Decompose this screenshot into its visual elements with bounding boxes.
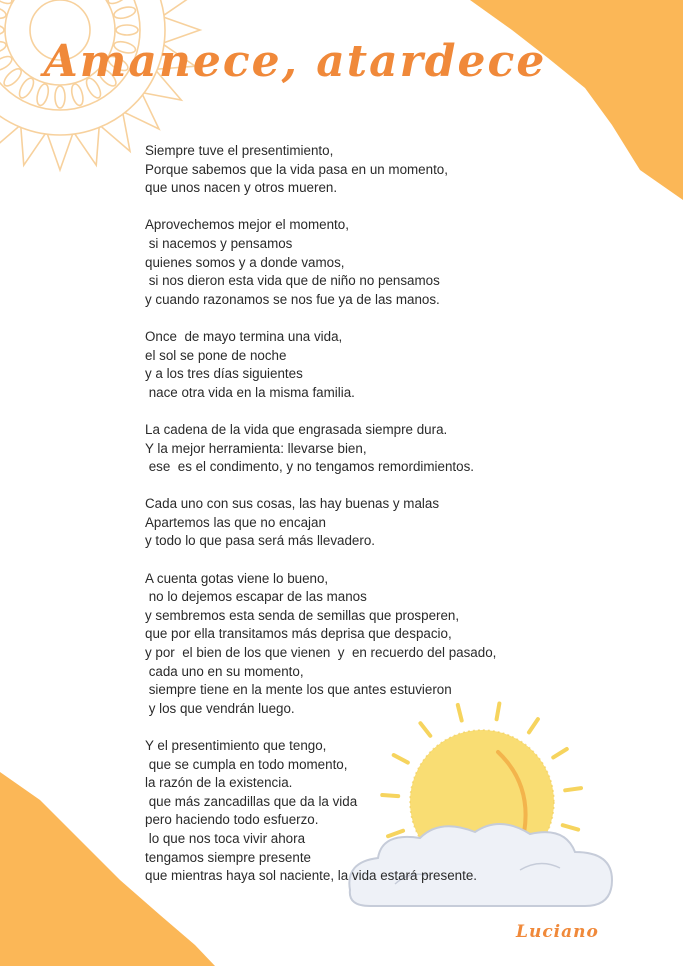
poem-line: pero haciendo todo esfuerzo.	[145, 812, 319, 828]
poem-body	[145, 142, 565, 904]
poem-line: Y el presentimiento que tengo,	[145, 738, 327, 753]
poem-line: Apartemos las que no encajan	[145, 514, 326, 530]
poem-line: Aprovechemos mejor el momento,	[145, 217, 349, 233]
poem-line: quienes somos y a donde vamos,	[145, 254, 345, 270]
stanza	[145, 570, 565, 719]
stanza	[145, 216, 565, 309]
poem-line: y sembremos esta senda de semillas que prosperen,	[145, 607, 460, 623]
poem-line: que se cumpla en todo momento,	[145, 756, 348, 772]
poem-line: que por ella transitamos más deprisa que despacio,	[145, 626, 452, 642]
poem-line: que más zancadillas que da la vida	[145, 793, 358, 809]
stanza	[145, 142, 565, 198]
poem-line: lo que nos toca vivir ahora	[145, 830, 306, 846]
poem-line: Once de mayo termina una vida,	[145, 328, 343, 344]
poem-line: y a los tres días siguientes	[145, 366, 303, 382]
poem-line: el sol se pone de noche	[145, 347, 287, 363]
author-signature: Luciano	[516, 922, 599, 942]
poem-line: la razón de la existencia.	[145, 775, 293, 791]
poem-line: A cuenta gotas viene lo bueno,	[145, 570, 329, 586]
poem-line: tengamos siempre presente	[145, 849, 311, 865]
poem-title: Amanece, atardece	[43, 36, 547, 87]
poem-line: no lo dejemos escapar de las manos	[145, 589, 367, 605]
stanza	[145, 737, 565, 886]
poem-line: si nacemos y pensamos	[145, 235, 293, 251]
poem-line: que unos nacen y otros mueren.	[145, 180, 338, 196]
poem-line: y por el bien de los que vienen y en recuerdo del pasado,	[145, 645, 497, 661]
poem-line: Porque sabemos que la vida pasa en un momento,	[145, 161, 448, 177]
poem-line: si nos dieron esta vida que de niño no pensamos	[145, 273, 440, 289]
poem-line: Y la mejor herramienta: llevarse bien,	[145, 440, 367, 456]
poem-line: y los que vendrán luego.	[145, 700, 295, 716]
poem-line: y todo lo que pasa será más llevadero.	[145, 533, 376, 549]
poem-line: que mientras haya sol naciente, la vida estará presente.	[145, 868, 477, 884]
poem-line: y cuando razonamos se nos fue ya de las manos.	[145, 291, 440, 307]
poem-line: ese es el condimento, y no tengamos remordimientos.	[145, 459, 474, 475]
stanza	[145, 421, 565, 477]
poem-line: cada uno en su momento,	[145, 663, 304, 679]
stanza	[145, 495, 565, 551]
poem-line: nace otra vida en la misma familia.	[145, 384, 355, 400]
poem-line: La cadena de la vida que engrasada siempre dura.	[145, 421, 448, 437]
stanza	[145, 328, 565, 402]
poem-line: Siempre tuve el presentimiento,	[145, 143, 334, 158]
poem-line: siempre tiene en la mente los que antes estuvieron	[145, 682, 452, 698]
poem-line: Cada uno con sus cosas, las hay buenas y malas	[145, 496, 440, 512]
